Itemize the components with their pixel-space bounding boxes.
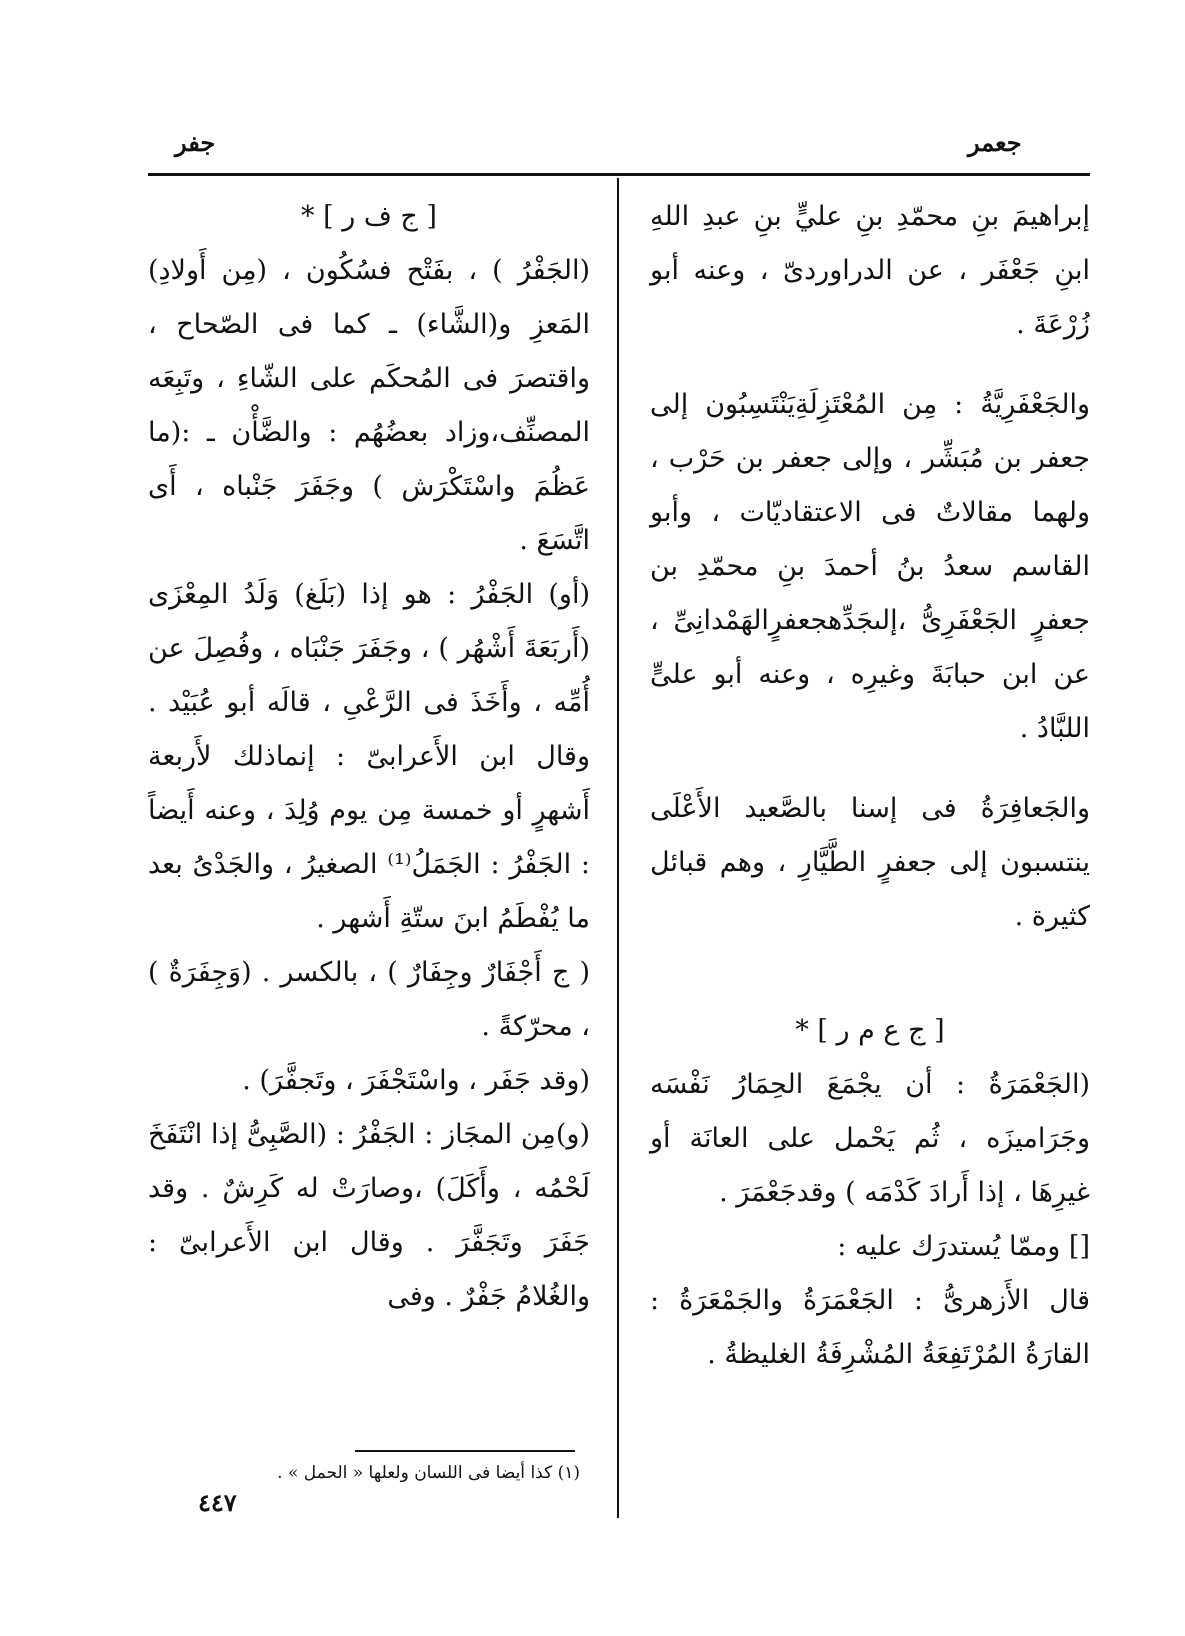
page-number: ٤٤٧ [198, 1488, 237, 1517]
entry-paragraph: إبراهيمَ بنِ محمّدِ بنِ عليٍّ بنِ عبدِ اللهِ ابنِ جَعْفَر ، عن الدراوردىّ ، وعنه أبو زُرْعَةَ . [650, 201, 1090, 340]
entry-paragraph: ( ج أَجْفَارٌ وجِفَارٌ ) ، بالكسر . (وَجِفَرَةٌ ) ، محرّكةً . [148, 957, 590, 1042]
footnote-rule [355, 1450, 575, 1452]
entry-paragraph: (الجَفْرُ ) ، بفَتْح فسُكُون ، (مِن أَولادِ) المَعزِ و(الشَّاء) ـ كما فى الصّحاح ، واقتصرَ فى المُحكَم على الشّاءِ ، وتَبِعَه المصنِّف،وزاد بعضُهُم : والضَّأْن ـ :(ما عَظُمَ واسْتَكْرَش ) وجَفَرَ جَنْباه ، أَى اتَّسَعَ . [148, 255, 590, 556]
header-rule [148, 173, 1090, 176]
footnote: (١) كذا أيضا فى اللسان ولعلها « الحمل » . [277, 1463, 580, 1483]
entry-paragraph: والجَعافِرَةُ فى إسنا بالصَّعيد الأَعْلَى ينتسبون إلى جعفرٍ الطَّيَّارِ ، وهم قبائل كثيرة . [650, 793, 1090, 932]
entry-paragraph: قال الأَزهرىُّ : الجَعْمَرَةُ والجَمْعَرَةُ : القارَةُ المُرْتَفِعَةُ المُشْرِفَةُ الغليظةُ . [650, 1285, 1090, 1370]
root-heading: [ ج ع م ر ] * [795, 1015, 945, 1046]
running-header-right: جعمر [968, 128, 1022, 157]
running-header-left: جفر [175, 128, 216, 157]
entry-paragraph: والجَعْفَرِيَّةُ : مِن المُعْتَزِلَةِيَنْتَسِبُون إلى جعفر بن مُبَشِّر ، وإلى جعفر بن حَرْب ، ولهما مقالاتٌ فى الاعتقاديّات ، وأبو القاسم سعدُ بنُ أحمدَ بنِ محمّدِ بن جعفرٍ الجَعْفَرِىُّ ،إلىجَدِّهجعفرٍالهَمْدانِىِّ ، عن ابن حبابَةَ وغيرِه ، وعنه أبو علىٍّ اللبَّادُ . [650, 389, 1090, 744]
right-column [650, 190, 1090, 1382]
root-heading: [ ج ف ر ] * [301, 201, 437, 232]
entry-paragraph: (وقد جَفَر ، واسْتَجْفَرَ ، وتَجفَّرَ) . [242, 1065, 590, 1096]
left-column [148, 190, 590, 1324]
entry-paragraph: (أو) الجَفْرُ : هو إذا (بَلَغ) وَلَدُ المِعْزَى (أَربَعَةَ أَشْهُر ) ، وجَفَرَ جَنْبَاه ، وفُصِلَ عن أُمِّه ، وأَخَذَ فى الرَّعْىِ ، قالَه أبو عُبَيْد . وقال ابن الأَعرابىّ : إنماذلك لأَربعة أَشهرٍ أو خمسة مِن يوم وُلِدَ ، وعنه أَيضاً : الجَفْرُ : الجَمَلُ⁽¹⁾ الصغيرُ ، والجَدْىُ بعد ما يُفْطَمُ ابنَ ستّةِ أَشهر . [148, 579, 590, 934]
entry-paragraph: (و)مِن المجَاز : الجَفْرُ : (الصَّبِىُّ إذا انْتَفَخَ لَحْمُه ، وأَكَلَ) ،وصارَتْ له كَرِشٌ . وقد جَفَرَ وتَجَفَّرَ . وقال ابن الأَعرابىّ : والغُلامُ جَفْرٌ . وفى [148, 1119, 590, 1312]
column-divider [617, 178, 619, 1518]
entry-paragraph: (الجَعْمَرَةُ : أن يجْمَعَ الحِمَارُ نَفْسَه وجَرَاميزَه ، ثُم يَحْمل على العانَة أو غيرِهَا ، إذا أَرادَ كَدْمَه ) وقدجَعْمَرَ . [650, 1069, 1090, 1208]
entry-paragraph: [] وممّا يُستدرَك عليه : [837, 1231, 1090, 1262]
